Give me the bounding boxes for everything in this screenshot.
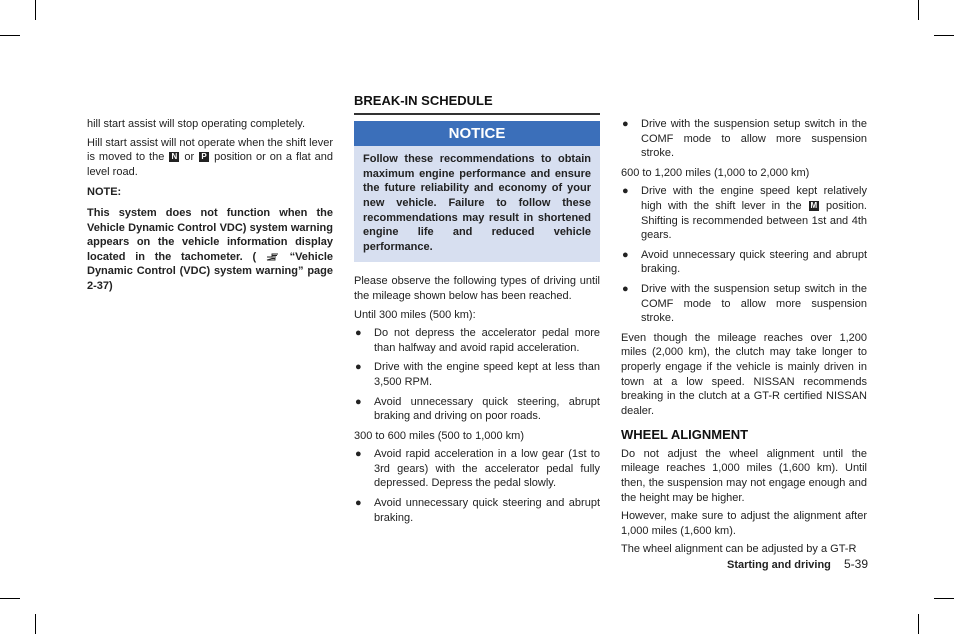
crop-mark bbox=[934, 598, 954, 599]
clutch-paragraph: Even though the mileage reaches over 1,200 miles (2,000 km), the clutch may take longer to properly engage if the vehicle is mainly driven in town at a low speed. NISSAN recommends breaking in the clutch at a GT-R certified NISSAN dealer. bbox=[621, 331, 867, 417]
crop-mark bbox=[918, 614, 919, 634]
list-item: ● Do not depress the accelerator pedal more than halfway and avoid rapid acceleration. bbox=[355, 327, 600, 354]
crop-mark bbox=[0, 598, 20, 599]
mileage-range-label: 600 to 1,200 miles (1,000 to 2,000 km) bbox=[621, 166, 810, 179]
list-item: ● Drive with the suspension setup switch in the COMF mode to allow more suspension stroke. bbox=[622, 282, 867, 325]
footer-section-title: Starting and driving bbox=[727, 559, 831, 571]
list-item: ● Drive with the engine speed kept relatively high with the shift lever in the M position. Shifting is recommended between 1st and 4th gears. bbox=[622, 185, 867, 242]
heading-rule bbox=[354, 113, 600, 115]
gear-m-icon: M bbox=[810, 200, 818, 210]
bullet-icon: ● bbox=[355, 395, 362, 408]
bullet-icon: ● bbox=[355, 327, 362, 340]
section-heading-break-in: BREAK-IN SCHEDULE bbox=[354, 93, 493, 108]
pointing-hand-icon bbox=[266, 251, 280, 261]
bullet-icon: ● bbox=[355, 361, 362, 374]
bullet-icon: ● bbox=[622, 118, 629, 130]
intro-paragraph: Please observe the following types of driving until the mileage shown below has been reached. bbox=[354, 275, 600, 302]
hill-start-conditions: Hill start assist will not operate when the shift lever is moved to the N or P position or on a flat and level road. bbox=[87, 136, 334, 178]
hill-start-paragraph: hill start assist will stop operating completely. bbox=[87, 118, 306, 130]
note-text: This system does not function when the Vehicle Dynamic Control VDC) system warning appears on the vehicle information display located in the tachometer. ( “Vehicle Dynamic Control (VDC) system warning” page 2-37) bbox=[87, 206, 333, 292]
wheel-paragraph: Do not adjust the wheel alignment until the mileage reaches 1,000 miles (1,600 km). Until then, the suspension may not engage enough and the height may be higher. bbox=[621, 447, 867, 504]
mileage-range-label: 300 to 600 miles (500 to 1,000 km) bbox=[354, 429, 524, 442]
page-number: 5-39 bbox=[843, 557, 868, 571]
page-footer bbox=[727, 557, 868, 571]
list-item: ● Avoid unnecessary quick steering and abrupt braking. bbox=[622, 248, 867, 276]
crop-mark bbox=[0, 35, 20, 36]
right-column bbox=[621, 117, 867, 561]
list-item: ● Avoid unnecessary quick steering, abrupt braking and driving on poor roads. bbox=[355, 395, 600, 423]
crop-mark bbox=[934, 35, 954, 36]
bullet-icon: ● bbox=[355, 497, 362, 510]
note-reference-link[interactable]: “Vehicle Dynamic Control (VDC) system warning” page 2-37) bbox=[87, 250, 333, 292]
bullet-icon: ● bbox=[622, 282, 629, 295]
list-item: ● Avoid rapid acceleration in a low gear (1st to 3rd gears) with the accelerator pedal fully depressed. Depress the pedal slowly. bbox=[355, 448, 600, 490]
note-label: NOTE: bbox=[87, 186, 122, 199]
crop-mark bbox=[35, 614, 36, 634]
list-item: ● Drive with the engine speed kept at less than 3,500 RPM. bbox=[355, 361, 600, 388]
gear-p-icon: P bbox=[199, 152, 209, 162]
bullet-icon: ● bbox=[622, 248, 629, 261]
middle-column bbox=[354, 94, 600, 530]
wheel-paragraph: The wheel alignment can be adjusted by a GT-R bbox=[621, 543, 857, 556]
crop-mark bbox=[35, 0, 36, 20]
gear-n-icon: N bbox=[169, 152, 179, 162]
wheel-paragraph: However, make sure to adjust the alignment after 1,000 miles (1,600 km). bbox=[621, 510, 867, 537]
notice-title: NOTICE bbox=[354, 121, 600, 147]
crop-mark bbox=[918, 0, 919, 20]
list-item: ● Avoid unnecessary quick steering and abrupt braking. bbox=[355, 497, 600, 524]
list-item: ● Drive with the suspension setup switch in the COMF mode to allow more suspension stroke. bbox=[622, 118, 867, 160]
mileage-range-label: Until 300 miles (500 km): bbox=[354, 308, 476, 321]
notice-box bbox=[354, 121, 600, 263]
bullet-icon: ● bbox=[355, 448, 362, 461]
bullet-icon: ● bbox=[622, 185, 629, 198]
section-heading-wheel-alignment: WHEEL ALIGNMENT bbox=[621, 427, 749, 443]
notice-text: Follow these recommendations to obtain maximum engine performance and ensure the future reliability and economy of your new vehicle. Failure to follow these recommendations may result in shortened engine life and reduced vehicle performance. bbox=[363, 153, 591, 253]
left-column bbox=[87, 117, 333, 298]
